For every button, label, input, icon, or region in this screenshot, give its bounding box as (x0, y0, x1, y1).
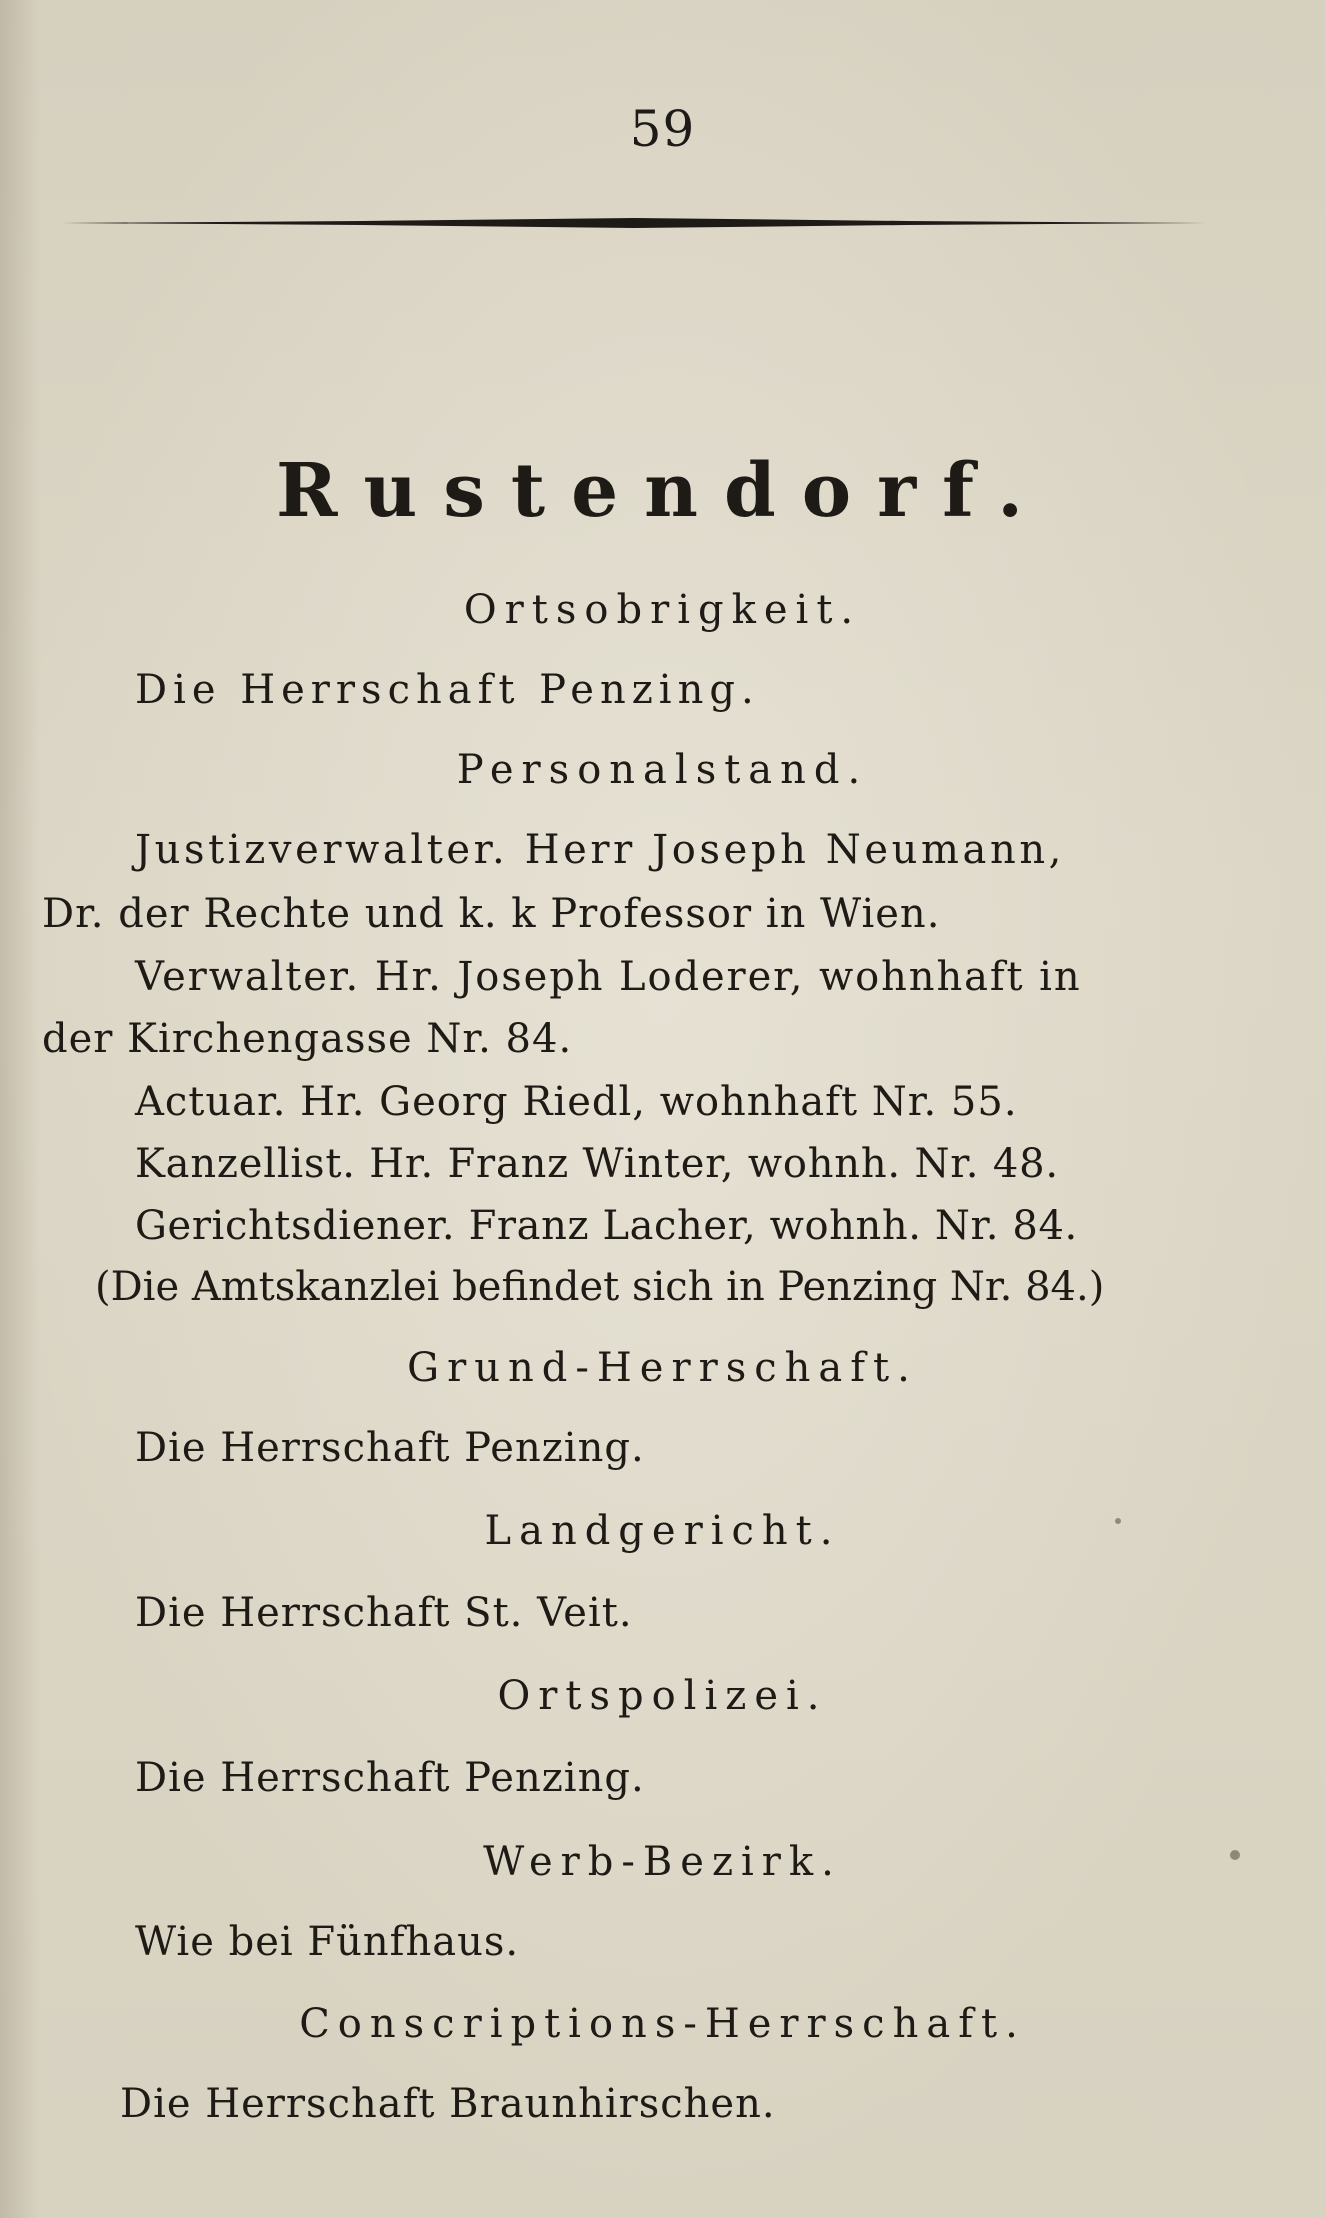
personnel-line: Actuar. Hr. Georg Riedl, wohnhaft Nr. 55. (135, 1079, 1018, 1125)
section-line: Die Herrschaft Penzing. (135, 1755, 645, 1801)
page-title: Rustendorf. (275, 448, 1050, 534)
section-line: Die Herrschaft Braunhirschen. (120, 2081, 776, 2127)
section-heading-werb-bezirk: Werb-Bezirk. (483, 1839, 842, 1885)
section-line: Die Herrschaft St. Veit. (135, 1590, 633, 1636)
section-heading-grund-herrschaft: Grund-Herrschaft. (407, 1345, 918, 1391)
ink-speck (1115, 1518, 1121, 1524)
section-heading-ortspolizei: Ortspolizei. (497, 1673, 828, 1719)
section-line: Die Herrschaft Penzing. (135, 1425, 645, 1471)
personnel-line: Gerichtsdiener. Franz Lacher, wohnh. Nr. 84. (135, 1203, 1078, 1249)
personnel-line: Dr. der Rechte und k. k Professor in Wien. (42, 891, 941, 937)
personnel-line: der Kirchengasse Nr. 84. (42, 1016, 573, 1062)
section-heading-landgericht: Landgericht. (484, 1508, 841, 1554)
personnel-line: Verwalter. Hr. Joseph Loderer, wohnhaft in (135, 954, 1082, 1000)
header-rule (62, 218, 1207, 228)
section-line: Die Herrschaft Penzing. (135, 667, 760, 713)
personnel-line: Kanzellist. Hr. Franz Winter, wohnh. Nr. 48. (135, 1141, 1059, 1187)
section-heading-ortsobrigkeit: Ortsobrigkeit. (463, 587, 862, 633)
section-heading-personalstand: Personalstand. (456, 747, 869, 793)
office-note: (Die Amtskanzlei befindet sich in Penzing Nr. 84.) (95, 1264, 1105, 1310)
personnel-line: Justizverwalter. Herr Joseph Neumann, (135, 827, 1065, 873)
ink-speck (1230, 1850, 1240, 1860)
page-number: 59 (629, 100, 696, 158)
section-heading-conscriptions-herrschaft: Conscriptions-Herrschaft. (299, 2001, 1026, 2047)
section-line: Wie bei Fünfhaus. (135, 1919, 520, 1965)
